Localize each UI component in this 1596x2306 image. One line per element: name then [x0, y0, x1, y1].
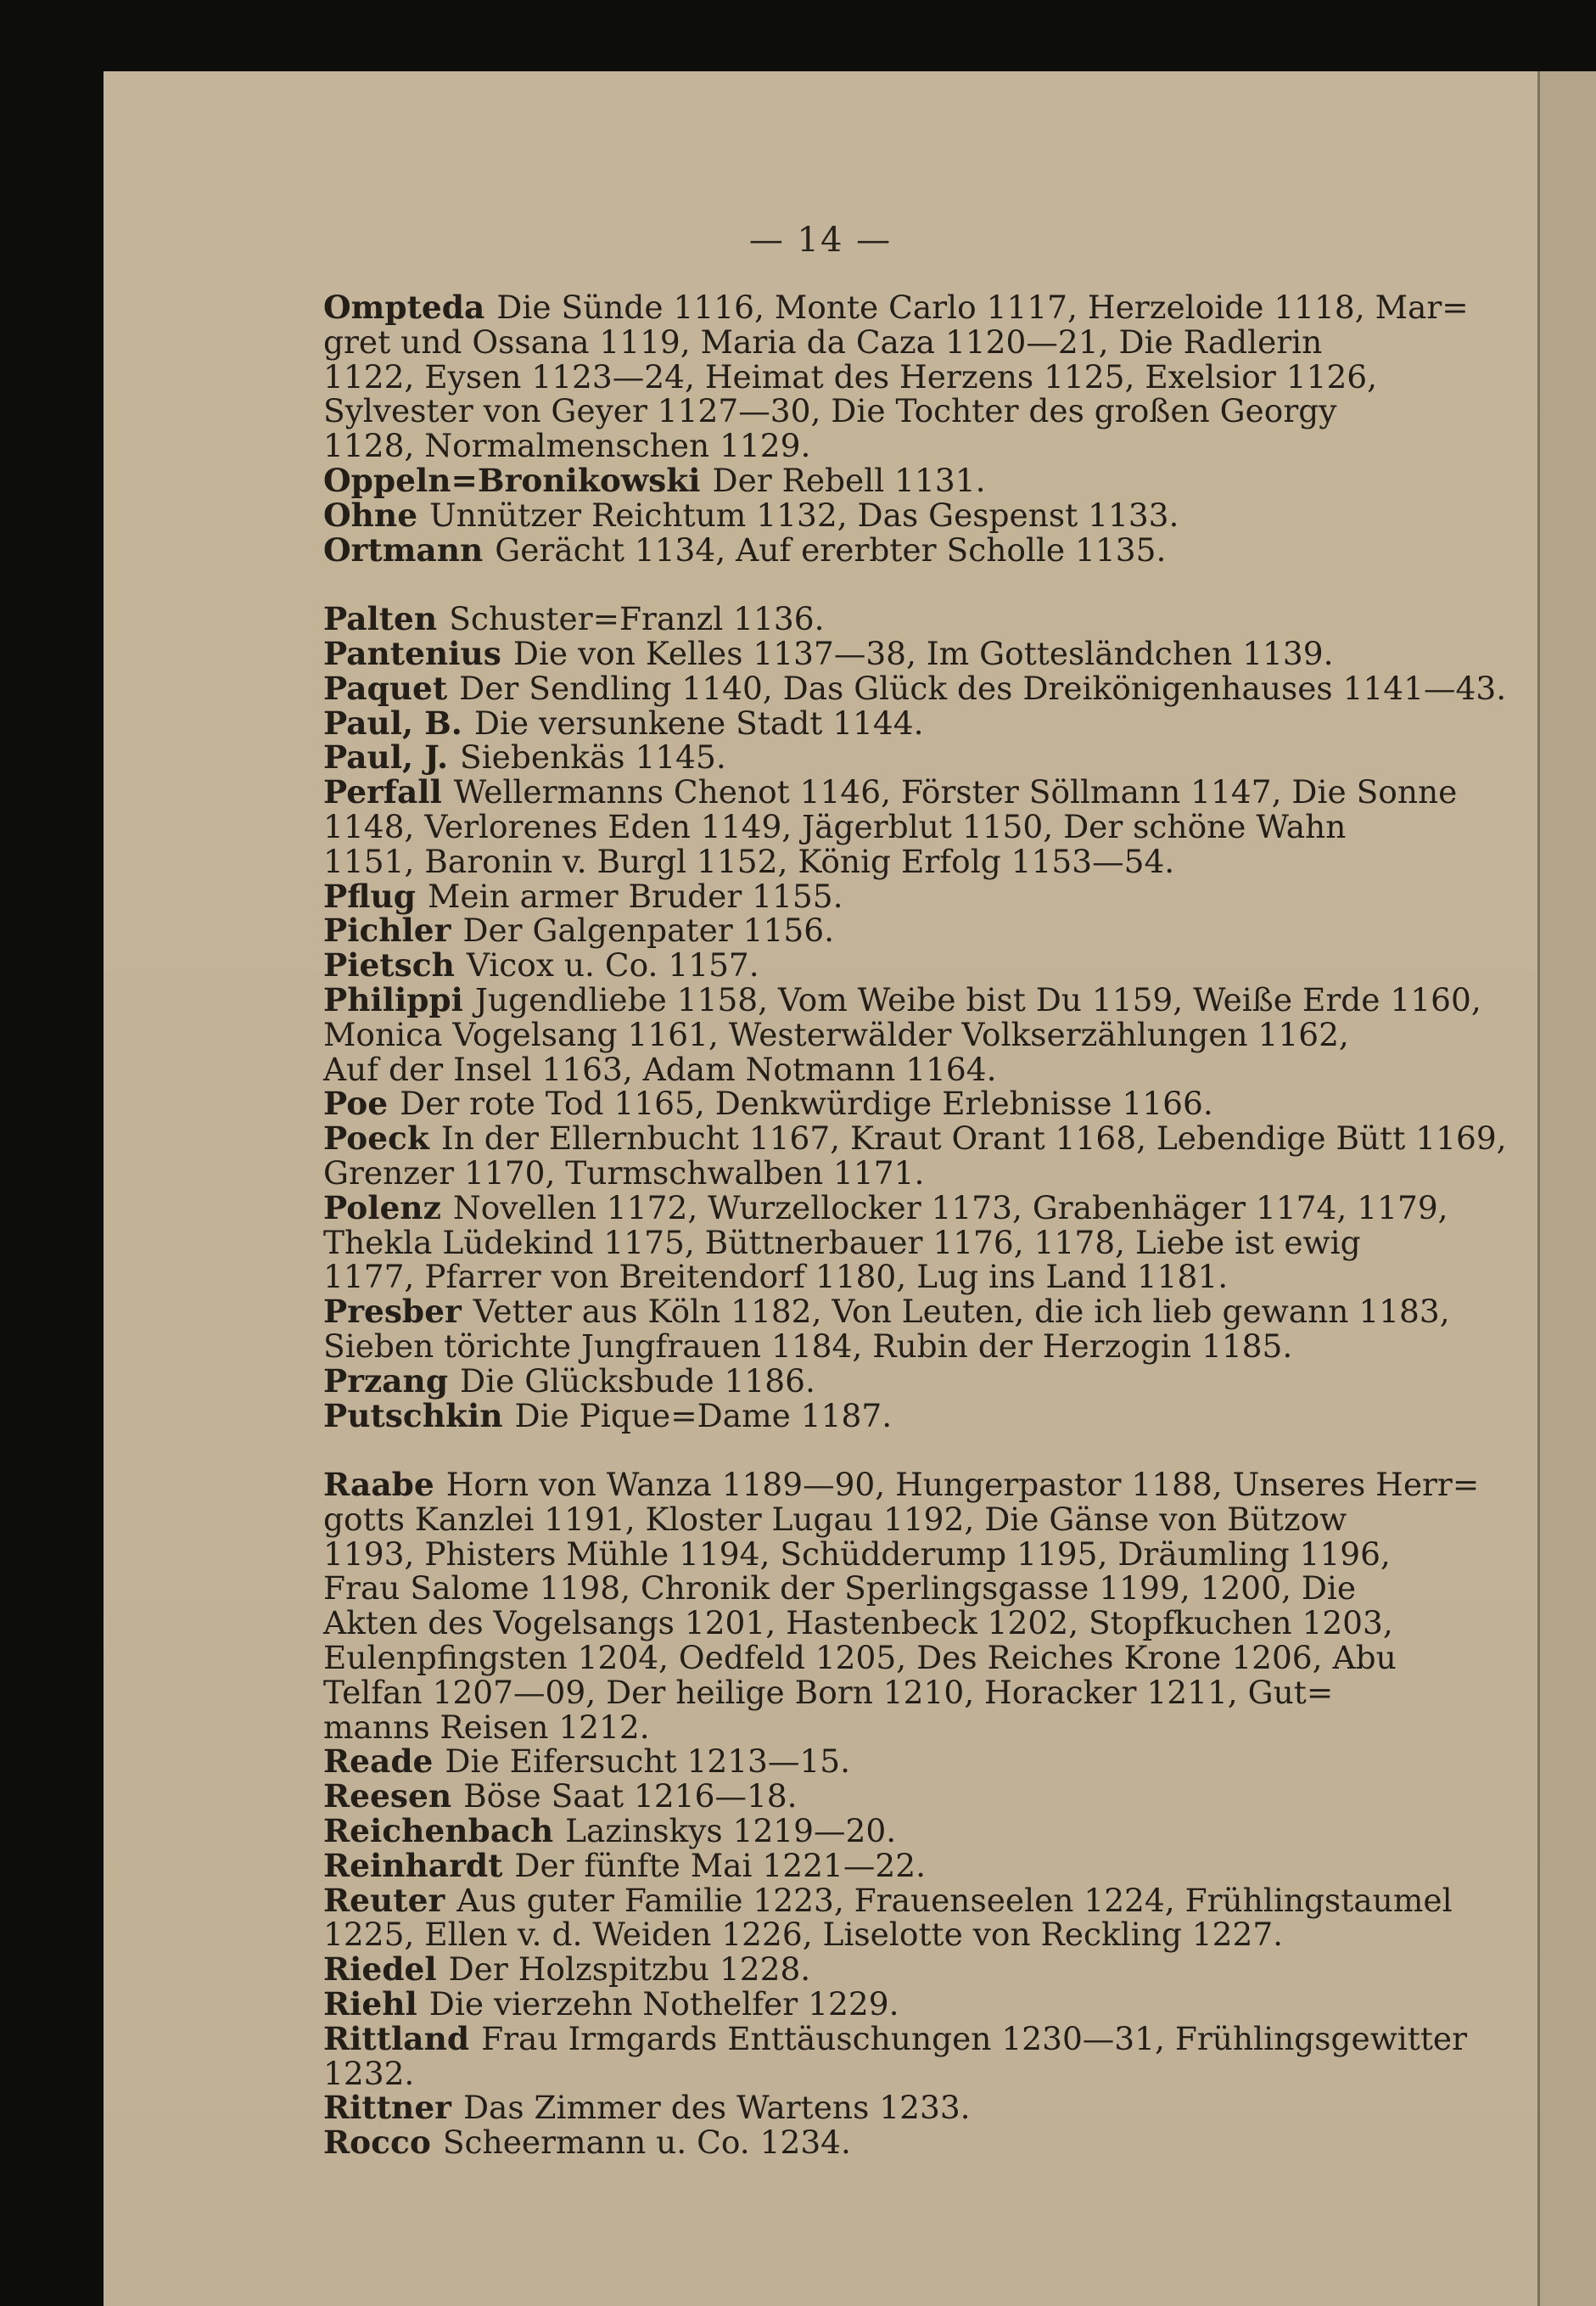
works-line: Vetter aus Köln 1182, Von Leuten, die ich lieb gewann 1183,: [473, 1293, 1450, 1331]
works-line: Unnützer Reichtum 1132, Das Gespenst 1133.: [429, 496, 1179, 534]
author-name: Pflug: [323, 877, 416, 915]
index-entry: [323, 740, 1545, 775]
index-entry: [323, 1883, 1545, 1953]
author-name: Riehl: [323, 1985, 417, 2023]
works-line: Der fünfte Mai 1221—22.: [514, 1846, 926, 1884]
works-line: 1151, Baronin v. Burgl 1152, König Erfolg 1153—54.: [323, 842, 1175, 880]
index-entry: [323, 1952, 1545, 1987]
works-line: 1122, Eysen 1123—24, Heimat des Herzens 1125, Exelsior 1126,: [323, 357, 1378, 396]
index-entry: [323, 2090, 1545, 2125]
section-gap: [323, 1433, 1545, 1467]
works-line: Die vierzehn Nothelfer 1229.: [428, 1985, 899, 2023]
works-line: Jugendliebe 1158, Vom Weibe bist Du 1159, Weiße Erde 1160,: [474, 980, 1481, 1018]
works-line: Gerächt 1134, Auf ererbter Scholle 1135.: [495, 530, 1167, 569]
works-line: 1193, Phisters Mühle 1194, Schüdderump 1195, Dräumling 1196,: [323, 1535, 1391, 1573]
author-name: Putschkin: [323, 1396, 503, 1434]
works-line: 1177, Pfarrer von Breitendorf 1180, Lug ins Land 1181.: [323, 1258, 1229, 1296]
works-line: Schuster=Franzl 1136.: [449, 600, 825, 638]
index-entry: [323, 2019, 1545, 2092]
works-line: Der Galgenpater 1156.: [462, 912, 834, 950]
index-entry: [323, 2125, 1545, 2160]
page-number: — 14 —: [748, 221, 893, 260]
index-entry: [323, 671, 1545, 706]
works-line: Sylvester von Geyer 1127—30, Die Tochter des großen Georgy: [323, 392, 1337, 430]
index-entry: [323, 498, 1545, 533]
works-line: Novellen 1172, Wurzellocker 1173, Grabenhäger 1174, 1179,: [452, 1188, 1448, 1226]
works-line: Grenzer 1170, Turmschwalben 1171.: [323, 1153, 925, 1192]
author-name: Palten: [323, 600, 438, 638]
author-name: Paul, B.: [323, 704, 462, 742]
works-line: Lazinskys 1219—20.: [565, 1812, 897, 1850]
works-line: 1225, Ellen v. d. Weiden 1226, Liselotte von Reckling 1227.: [323, 1916, 1284, 1954]
works-line: Thekla Lüdekind 1175, Büttnerbauer 1176, 1178, Liebe ist ewig: [323, 1223, 1361, 1261]
works-line: 1128, Normalmenschen 1129.: [323, 427, 811, 465]
works-line: Scheermann u. Co. 1234.: [442, 2124, 851, 2162]
index-entry: [323, 290, 1545, 463]
index-entry: [323, 980, 1545, 1088]
author-name: Reinhardt: [323, 1846, 503, 1884]
works-line: Der Rebell 1131.: [712, 461, 986, 499]
works-line: gret und Ossana 1119, Maria da Caza 1120—21, Die Radlerin: [323, 323, 1323, 361]
works-line: gotts Kanzlei 1191, Kloster Lugau 1192, Die Gänse von Bützow: [323, 1500, 1347, 1538]
works-line: Sieben törichte Jungfrauen 1184, Rubin der Herzogin 1185.: [323, 1327, 1293, 1365]
works-line: Siebenkäs 1145.: [460, 738, 726, 777]
works-line: Mein armer Bruder 1155.: [427, 877, 843, 915]
author-name: Oppeln=Bronikowski: [323, 461, 701, 499]
book-page: [104, 71, 1537, 2306]
index-entry: [323, 1846, 1545, 1884]
works-line: Die versunkene Stadt 1144.: [473, 704, 924, 742]
works-line: Die Pique=Dame 1187.: [514, 1396, 893, 1434]
author-name: Rocco: [323, 2124, 431, 2162]
author-name: Reesen: [323, 1777, 452, 1815]
works-line: Der rote Tod 1165, Denkwürdige Erlebnisse 1166.: [400, 1085, 1213, 1123]
works-line: Die von Kelles 1137—38, Im Gottesländchen 1139.: [512, 634, 1334, 672]
works-line: Die Eifersucht 1213—15.: [445, 1742, 851, 1781]
index-entry: [323, 775, 1545, 878]
works-line: Akten des Vogelsangs 1201, Hastenbeck 1202, Stopfkuchen 1203,: [323, 1604, 1393, 1642]
index-entry: [323, 913, 1545, 948]
works-line: 1232.: [323, 2054, 415, 2092]
author-name: Paquet: [323, 669, 448, 707]
works-line: Das Zimmer des Wartens 1233.: [462, 2089, 971, 2127]
index-entry: [323, 879, 1545, 914]
works-line: Der Sendling 1140, Das Glück des Dreikönigenhauses 1141—43.: [459, 669, 1507, 707]
works-line: Böse Saat 1216—18.: [463, 1777, 798, 1815]
author-name: Pichler: [323, 912, 451, 950]
index-entry: [323, 530, 1545, 569]
index-entry: [323, 1121, 1545, 1191]
index-entry: [323, 1294, 1545, 1364]
works-line: 1148, Verlorenes Eden 1149, Jägerblut 1150, Der schöne Wahn: [323, 807, 1347, 845]
author-name: Perfall: [323, 773, 442, 811]
works-line: In der Ellernbucht 1167, Kraut Orant 1168, Lebendige Bütt 1169,: [440, 1119, 1507, 1158]
author-name: Rittland: [323, 2019, 470, 2057]
author-name: Reichenbach: [323, 1812, 554, 1850]
author-name: Riedel: [323, 1950, 437, 1989]
author-name: Pantenius: [323, 634, 501, 672]
works-line: Wellermanns Chenot 1146, Förster Söllmann 1147, Die Sonne: [453, 773, 1458, 811]
index-entry: [323, 1744, 1545, 1779]
section-gap: [323, 567, 1545, 602]
index-entry: [323, 1814, 1545, 1849]
index-entry: [323, 1987, 1545, 2022]
index-entry: [323, 948, 1545, 983]
author-name: Ohne: [323, 496, 418, 534]
works-line: Horn von Wanza 1189—90, Hungerpastor 1188, Unseres Herr=: [445, 1466, 1480, 1504]
author-name: Ompteda: [323, 289, 485, 326]
works-line: Frau Salome 1198, Chronik der Sperlingsgasse 1199, 1200, Die: [323, 1569, 1357, 1607]
author-index-list: [323, 290, 1545, 2160]
works-line: Die Sünde 1116, Monte Carlo 1117, Herzeloide 1118, Mar=: [496, 289, 1469, 326]
index-entry: [323, 1086, 1545, 1121]
works-line: Der Holzspitzbu 1228.: [448, 1950, 811, 1989]
author-name: Poeck: [323, 1119, 429, 1158]
works-line: Frau Irmgards Enttäuschungen 1230—31, Frühlingsgewitter: [481, 2019, 1468, 2057]
works-line: Telfan 1207—09, Der heilige Born 1210, Horacker 1211, Gut=: [323, 1673, 1334, 1711]
page-edge: [1537, 71, 1596, 2306]
works-line: Auf der Insel 1163, Adam Notmann 1164.: [323, 1050, 997, 1088]
index-entry: [323, 1779, 1545, 1814]
works-line: Monica Vogelsang 1161, Westerwälder Volkserzählungen 1162,: [323, 1015, 1349, 1053]
author-name: Reuter: [323, 1881, 445, 1919]
index-entry: [323, 602, 1545, 637]
index-entry: [323, 634, 1545, 672]
author-name: Ortmann: [323, 530, 484, 569]
author-name: Pietsch: [323, 946, 455, 985]
author-name: Presber: [323, 1293, 462, 1331]
works-line: Die Glücksbude 1186.: [460, 1361, 815, 1400]
author-name: Przang: [323, 1361, 449, 1400]
author-name: Raabe: [323, 1466, 434, 1504]
works-line: Aus guter Familie 1223, Frauenseelen 1224, Frühlingstaumel: [456, 1881, 1453, 1919]
index-entry: [323, 706, 1545, 741]
works-line: Eulenpfingsten 1204, Oedfeld 1205, Des Reiches Krone 1206, Abu: [323, 1639, 1397, 1677]
author-name: Philippi: [323, 980, 463, 1018]
index-entry: [323, 1396, 1545, 1434]
author-name: Rittner: [323, 2089, 451, 2127]
works-line: manns Reisen 1212.: [323, 1708, 650, 1746]
index-entry: [323, 463, 1545, 498]
author-name: Reade: [323, 1742, 434, 1781]
index-entry: [323, 1361, 1545, 1400]
index-entry: [323, 1188, 1545, 1296]
index-entry: [323, 1467, 1545, 1744]
author-name: Poe: [323, 1085, 389, 1123]
author-name: Polenz: [323, 1188, 441, 1226]
author-name: Paul, J.: [323, 738, 448, 777]
works-line: Vicox u. Co. 1157.: [466, 946, 759, 985]
